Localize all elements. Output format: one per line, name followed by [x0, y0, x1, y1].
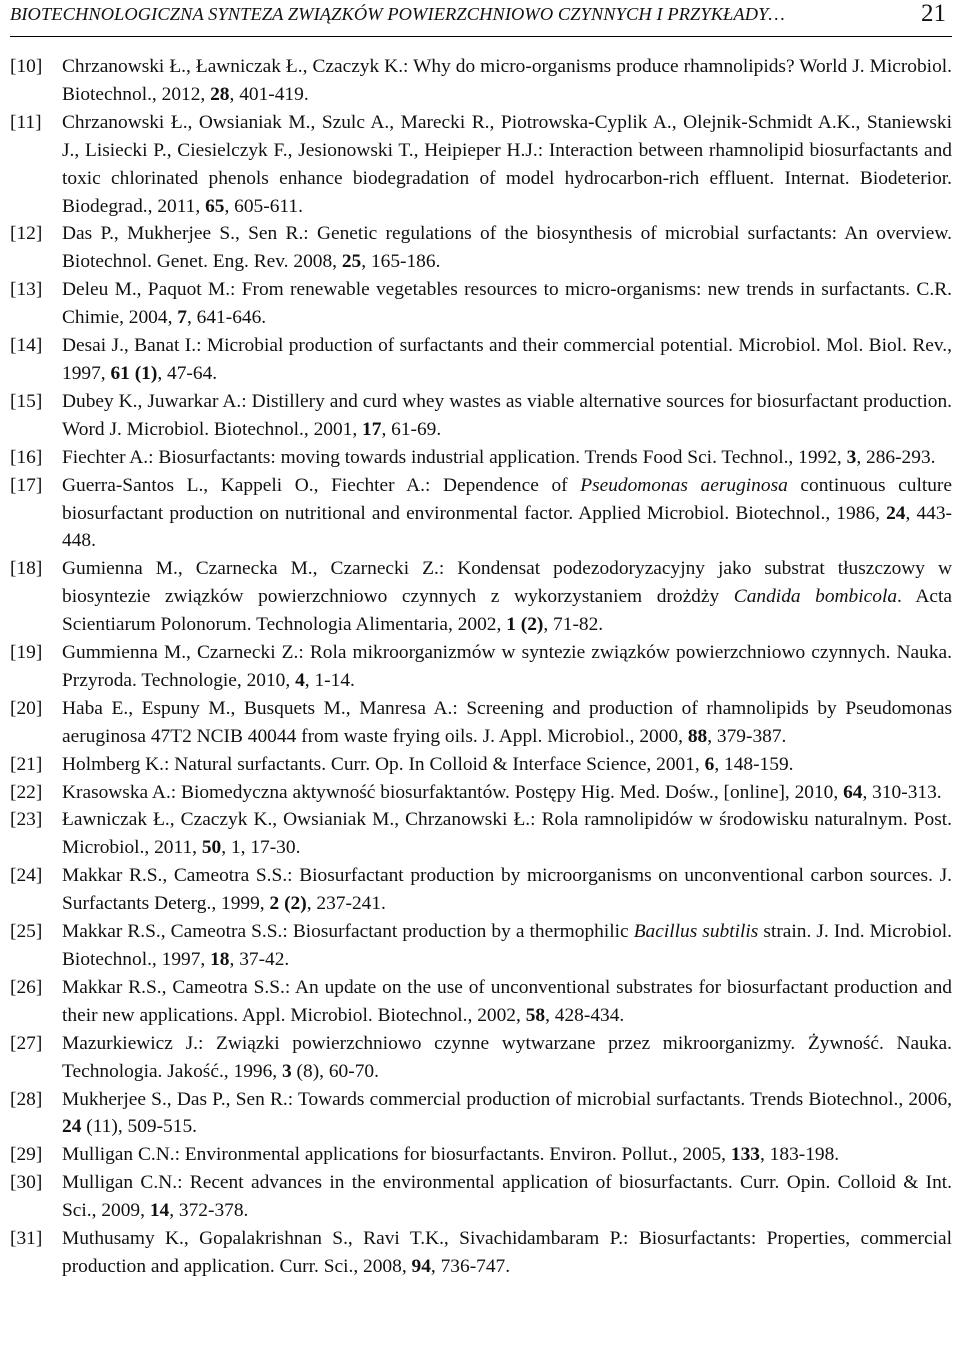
reference-item [10, 444, 952, 472]
reference-text: (8), 60-70. [291, 1060, 379, 1082]
reference-text: , 148-159. [714, 753, 794, 775]
reference-volume: 1 (2) [506, 614, 544, 636]
reference-list [10, 53, 952, 1281]
reference-text: , 605-611. [224, 195, 303, 217]
reference-text: , 372-378. [169, 1200, 249, 1222]
reference-volume: 58 [525, 1004, 546, 1026]
reference-text: . Acta Scientiarum Polonorum. Technologia Alimentaria, 2002, [62, 586, 952, 636]
reference-volume: 4 [295, 669, 305, 691]
reference-text: Mazurkiewicz J.: Związki powierzchniowo czynne wytwarzane przez mikroorganizmy. Żywność. Nauka. Technologia. Jakość., 1996, [62, 1032, 952, 1082]
reference-text: , 641-646. [186, 307, 267, 329]
reference-item [10, 1086, 952, 1142]
reference-number: [21] [10, 753, 43, 775]
reference-volume: 61 (1) [110, 362, 158, 384]
reference-item [10, 109, 952, 221]
reference-text: Ławniczak Ł., Czaczyk K., Owsianiak M., Chrzanowski Ł.: Rola ramnolipidów w środowisku naturalnym. Post. Microbiol., 2011, [62, 809, 952, 859]
reference-number: [15] [10, 390, 43, 412]
reference-volume: 50 [201, 837, 222, 859]
reference-number: [24] [10, 865, 43, 887]
reference-item [10, 695, 952, 751]
reference-text: Muthusamy K., Gopalakrishnan S., Ravi T.K., Sivachidambaram P.: Biosurfactants: Properties, commercial production and application. Curr. Sci., 2008, [62, 1228, 952, 1277]
reference-volume: 64 [843, 781, 863, 803]
reference-number: [18] [10, 558, 43, 580]
running-head: BIOTECHNOLOGICZNA SYNTEZA ZWIĄZKÓW POWIERZCHNIOWO CZYNNYCH I PRZYKŁADY… [10, 4, 785, 24]
reference-item [10, 332, 952, 388]
reference-text: Krasowska A.: Biomedyczna aktywność biosurfaktantów. Postępy Hig. Med. Dośw., [online], 2010, [62, 781, 844, 803]
reference-number: [14] [10, 335, 43, 357]
reference-item [10, 1141, 952, 1169]
reference-text: Gumienna M., Czarnecka M., Czarnecki Z.: Kondensat podezodoryzacyjny jako substrat tłuszczowy w biosyntezie związków powierzchniowo czynnych z wykorzystaniem drożdży [62, 558, 952, 608]
reference-volume: 24 [886, 502, 906, 524]
reference-text: , 286-293. [856, 446, 936, 468]
reference-number: [23] [10, 809, 43, 831]
reference-volume: 65 [205, 195, 225, 217]
reference-number: [31] [10, 1228, 43, 1250]
reference-species-name: Pseudomonas aeruginosa [580, 474, 788, 496]
reference-text: Makkar R.S., Cameotra S.S.: Biosurfactant production by microorganisms on unconventional carbon sources. J. Surfactants Deterg., 1999, [62, 865, 952, 915]
reference-volume: 28 [210, 83, 230, 105]
reference-text: , 428-434. [545, 1004, 625, 1026]
reference-volume: 3 [281, 1060, 292, 1082]
reference-volume: 18 [210, 949, 230, 970]
reference-text: (11), 509-515. [81, 1116, 197, 1138]
reference-text: Fiechter A.: Biosurfactants: moving towards industrial application. Trends Food Sci. Technol., 1992, [62, 446, 847, 468]
reference-item [10, 53, 952, 109]
reference-volume: (2) [284, 893, 307, 915]
reference-item [10, 1030, 952, 1086]
reference-text: Chrzanowski Ł., Owsianiak M., Szulc A., Marecki R., Piotrowska-Cyplik A., Olejnik-Schmidt A.K., Staniewski J., Lisiecki P., Ciesielczyk F., Jesionowski T., Heipieper H.J.: Interaction between rhamnolipid biosurfactants and toxic chlorinated phenols enhance biodegradation of model hydrocarbon-rich effluent. Internat. Biodeterior. Biodegrad., 2011, [62, 111, 952, 217]
reference-item [10, 1225, 952, 1281]
reference-text: Mulligan C.N.: Environmental applications for biosurfactants. Environ. Pollut., 2005, [62, 1144, 731, 1166]
reference-number: [12] [10, 223, 43, 245]
page-header [10, 0, 952, 37]
reference-text: , 379-387. [707, 725, 787, 747]
reference-text: , 401-419. [229, 83, 309, 105]
reference-number: [30] [10, 1172, 43, 1194]
reference-volume: 14 [149, 1200, 170, 1222]
reference-text: Chrzanowski Ł., Ławniczak Ł., Czaczyk K.: Why do micro-organisms produce rhamnolipids? World J. Microbiol. Biotechnol., 2012, [62, 56, 952, 105]
reference-text: Deleu M., Paquot M.: From renewable vegetables resources to micro-organisms: new trends in surfactants. C.R. Chimie, 2004, [62, 279, 952, 329]
reference-number: [27] [10, 1032, 43, 1054]
reference-text: Desai J., Banat I.: Microbial production of surfactants and their commercial potential. Microbiol. Mol. Biol. Rev., 1997, [62, 335, 952, 384]
reference-item [10, 639, 952, 695]
reference-text: Mulligan C.N.: Recent advances in the environmental application of biosurfactants. Curr. Opin. Colloid & Int. Sci., 2009, [62, 1172, 952, 1222]
reference-volume: 7 [177, 307, 187, 329]
reference-number: [13] [10, 279, 43, 301]
reference-text: Das P., Mukherjee S., Sen R.: Genetic regulations of the biosynthesis of microbial surfactants: An overview. Biotechnol. Genet. Eng. Rev. 2008, [62, 223, 952, 273]
reference-text: , 37-42. [229, 949, 290, 970]
reference-text: Haba E., Espuny M., Busquets M., Manresa A.: Screening and production of rhamnolipids by Pseudomonas aeruginosa 47T2 NCIB 40044 from waste frying oils. J. Appl. Microbiol., 2000, [62, 697, 952, 747]
reference-text: , 310-313. [862, 781, 942, 803]
reference-number: [19] [10, 642, 43, 664]
reference-text: continuous culture biosurfactant production on nutritional and environmental factor. Applied Microbiol. Biotechnol., 1986, [62, 474, 952, 524]
reference-volume: 133 [730, 1144, 760, 1166]
reference-text: , 165-186. [361, 251, 441, 273]
reference-text: Mukherjee S., Das P., Sen R.: Towards commercial production of microbial surfactants. Trends Biotechnol., 2006, [62, 1088, 952, 1110]
reference-volume: 2 [269, 893, 280, 915]
reference-item [10, 862, 952, 918]
reference-text: , 1, 17-30. [221, 837, 301, 859]
reference-text: , 443-448. [62, 502, 952, 552]
reference-item [10, 974, 952, 1030]
reference-number: [29] [10, 1144, 43, 1166]
reference-text: Makkar R.S., Cameotra S.S.: An update on the use of unconventional substrates for biosurfactant production and their new applications. Appl. Microbiol. Biotechnol., 2002, [62, 976, 952, 1026]
reference-number: [10] [10, 56, 43, 77]
reference-item [10, 555, 952, 639]
reference-text: , 183-198. [759, 1144, 840, 1166]
reference-volume: 17 [362, 418, 382, 440]
reference-item [10, 751, 952, 779]
reference-text: , 71-82. [543, 614, 604, 636]
reference-volume: 24 [62, 1116, 82, 1138]
reference-item [10, 918, 952, 974]
reference-volume: 3 [846, 446, 857, 468]
reference-item [10, 472, 952, 556]
reference-number: [22] [10, 781, 43, 803]
reference-number: [28] [10, 1088, 43, 1110]
reference-text: , 736-747. [430, 1255, 511, 1277]
reference-item [10, 220, 952, 276]
reference-text: Makkar R.S., Cameotra S.S.: Biosurfactant production by a thermophilic [62, 921, 634, 943]
page-number: 21 [921, 0, 946, 27]
reference-item [10, 1169, 952, 1225]
reference-number: [17] [10, 474, 43, 496]
reference-text: , 1-14. [304, 669, 355, 691]
reference-number: [25] [10, 921, 43, 943]
reference-text: strain. J. Ind. Microbiol. Biotechnol., 1997, [62, 921, 953, 970]
reference-text: Guerra-Santos L., Kappeli O., Fiechter A.: Dependence of [62, 474, 581, 496]
reference-item [10, 276, 952, 332]
reference-text: , 47-64. [157, 362, 218, 384]
reference-number: [16] [10, 446, 43, 468]
reference-text: , 237-241. [306, 893, 386, 915]
reference-number: [20] [10, 697, 43, 719]
reference-volume: 25 [341, 251, 362, 273]
reference-species-name: Candida bombicola [733, 586, 898, 608]
reference-text: Gummienna M., Czarnecki Z.: Rola mikroorganizmów w syntezie związków powierzchniowo czynnych. Nauka. Przyroda. Technologie, 2010, [62, 642, 952, 691]
reference-number: [11] [10, 111, 42, 133]
reference-volume: 6 [704, 753, 715, 775]
reference-text: , 61-69. [381, 418, 442, 440]
reference-text: Dubey K., Juwarkar A.: Distillery and curd whey wastes as viable alternative sources for biosurfactant production. Word J. Microbiol. Biotechnol., 2001, [62, 390, 952, 440]
reference-volume: 88 [687, 725, 708, 747]
reference-species-name: Bacillus subtilis [633, 921, 759, 943]
reference-item [10, 779, 952, 807]
reference-text: Holmberg K.: Natural surfactants. Curr. Op. In Colloid & Interface Science, 2001, [62, 753, 705, 775]
reference-item [10, 806, 952, 862]
reference-item [10, 388, 952, 444]
reference-volume: 94 [411, 1255, 431, 1277]
reference-number: [26] [10, 976, 43, 998]
